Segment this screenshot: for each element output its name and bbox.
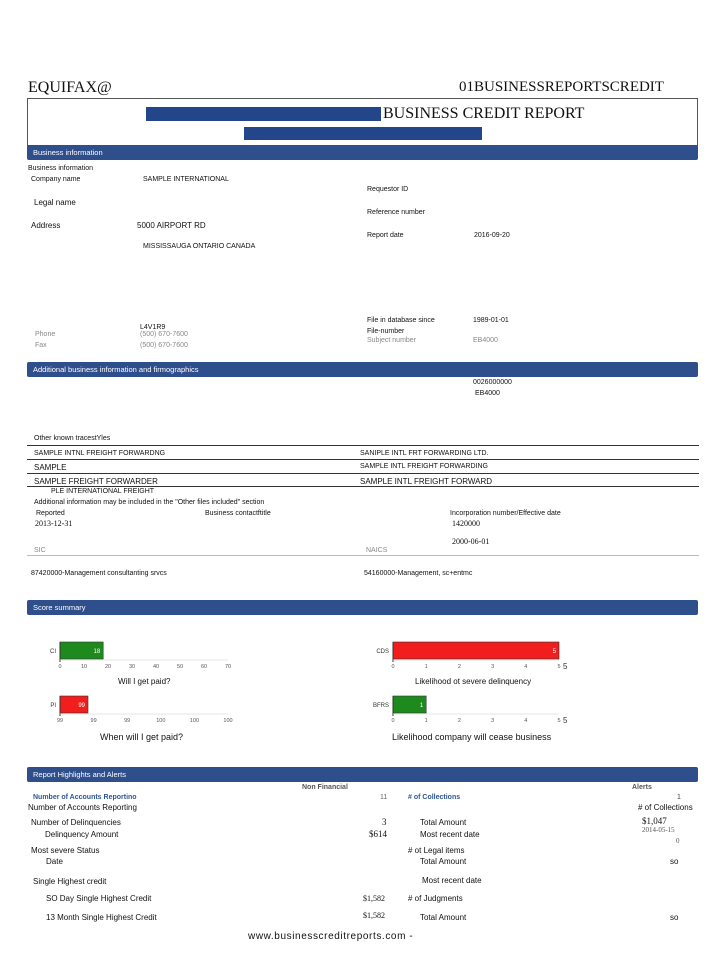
tick-label: 5 bbox=[557, 718, 561, 724]
report-date-value: 2016-09-20 bbox=[474, 232, 510, 239]
phone-label: Phone bbox=[35, 331, 56, 338]
subject-value: EB4000 bbox=[473, 337, 498, 344]
reported-value: 2013-12-31 bbox=[35, 519, 73, 528]
hl-left-value: $1,582 bbox=[363, 911, 385, 920]
brand-logo: EQUIFAX@ bbox=[28, 79, 112, 96]
naics-label: NAICS bbox=[366, 547, 388, 554]
trade-name: SAMPLE INTNL FREIGHT FORWARDNG bbox=[34, 450, 166, 457]
category-label: CI bbox=[50, 649, 56, 655]
tick-label: 3 bbox=[491, 664, 495, 670]
hl-left-label: Single Highest credit bbox=[33, 877, 107, 886]
ci-caption: Will I get paid? bbox=[118, 677, 171, 686]
score-value-label: 99 bbox=[78, 703, 85, 709]
tick-label: 3 bbox=[491, 718, 495, 724]
redaction-bar bbox=[146, 107, 381, 121]
hl-right-value: so bbox=[670, 857, 679, 866]
hl-right-value: $1,047 bbox=[642, 816, 667, 826]
cds-caption: Likelihood ot severe delinquency bbox=[415, 677, 532, 686]
section-band-highlights: Report Highlights and Alerts bbox=[27, 767, 698, 782]
non-financial-header: Non Financial bbox=[302, 784, 348, 791]
pi-caption: When will I get paid? bbox=[100, 732, 184, 742]
divider bbox=[27, 459, 699, 460]
fax-label: Fax bbox=[35, 342, 47, 349]
hl-left-label: SO Day Single Highest Credit bbox=[46, 894, 152, 903]
file-number-label: File-number bbox=[367, 328, 405, 335]
hl-left-label: Number of Accounts Reporting bbox=[28, 803, 137, 812]
score-value-label: 18 bbox=[93, 649, 101, 655]
tick-label: 100 bbox=[189, 718, 199, 724]
tick-label: 30 bbox=[128, 664, 136, 670]
hl-right-value: so bbox=[670, 913, 679, 922]
tick-label: 4 bbox=[524, 718, 528, 724]
tick-label: 40 bbox=[152, 664, 160, 670]
divider bbox=[27, 555, 699, 556]
hl-right-label: # ot Legal items bbox=[408, 846, 465, 855]
incorp-label: Incorporation number/Effective date bbox=[450, 510, 561, 517]
hl-left-label: Most severe Status bbox=[31, 846, 100, 855]
hl-left-label: Date bbox=[46, 857, 63, 866]
score-value-label: 5 bbox=[552, 649, 556, 655]
category-label: CDS bbox=[376, 649, 389, 655]
section-band-business-info: Business information bbox=[27, 145, 698, 160]
tick-label: 100 bbox=[223, 718, 233, 724]
trade-name: SAMPLE FREIGHT FORWARDER bbox=[34, 477, 158, 486]
tick-label: 0 bbox=[391, 664, 395, 670]
trade-name: SAMPLE INTL FREIGHT FORWARDING bbox=[360, 463, 488, 470]
tick-label: 0 bbox=[391, 718, 395, 724]
hl-right-value: 2014-05-15 bbox=[642, 826, 675, 834]
file-since-value: 1989-01-01 bbox=[473, 317, 509, 324]
redaction-bar bbox=[244, 127, 482, 140]
divider bbox=[27, 486, 699, 487]
category-label: PI bbox=[50, 703, 56, 709]
file-since-label: File in database since bbox=[367, 317, 435, 324]
sic-value: 87420000-Management consultanting srvcs bbox=[31, 570, 167, 577]
trade-name: SAMPLE INTL FREIGHT FORWARD bbox=[360, 477, 493, 486]
tick-label: 70 bbox=[224, 664, 232, 670]
tick-label: 100 bbox=[156, 718, 166, 724]
header-right-title: 01BUSINESSREPORTSCREDIT bbox=[459, 79, 664, 95]
incorp-date: 2000-06-01 bbox=[452, 537, 490, 546]
additional-value-1: 0026000000 bbox=[473, 379, 512, 386]
tick-label: 1 bbox=[424, 718, 428, 724]
tick-label: 20 bbox=[104, 664, 112, 670]
fax-value: (500) 670-7600 bbox=[140, 342, 188, 349]
hl-right-value: 0 bbox=[676, 837, 680, 845]
hl-right-label: # of Judgments bbox=[408, 894, 463, 903]
section-band-additional: Additional business information and firmographics bbox=[27, 362, 698, 377]
divider bbox=[27, 473, 699, 474]
tick-label: 1 bbox=[424, 664, 428, 670]
divider bbox=[27, 445, 699, 446]
hl-right-label: Total Amount bbox=[420, 913, 467, 922]
subject-label: Subject number bbox=[367, 337, 417, 344]
tick-label: 2 bbox=[457, 664, 461, 670]
score-bar bbox=[393, 642, 559, 659]
ci-score-chart bbox=[40, 638, 250, 676]
report-date-label: Report date bbox=[367, 232, 404, 239]
tick-label: 99 bbox=[124, 718, 131, 724]
hl-right-label: Total Amount bbox=[420, 818, 467, 827]
tick-label: 60 bbox=[200, 664, 208, 670]
tick-label: 2 bbox=[457, 718, 461, 724]
hl-right-label: Most recent date bbox=[422, 876, 482, 885]
trade-name: SAMPLE bbox=[34, 463, 67, 472]
hl-right-label: # of Collections bbox=[638, 803, 693, 812]
bfrs-score-chart bbox=[368, 692, 568, 730]
tick-label: 10 bbox=[80, 664, 88, 670]
hl-left-value: $614 bbox=[369, 829, 387, 839]
company-name-value: SAMPLE INTERNATIONAL bbox=[143, 176, 229, 183]
section-band-score: Score summary bbox=[27, 600, 698, 615]
footer-url[interactable]: www.businesscreditreports.com - bbox=[248, 931, 414, 942]
hl-right-label: Most recent date bbox=[420, 830, 480, 839]
company-name-label: Company name bbox=[31, 176, 81, 183]
alerts-header: Alerts bbox=[632, 784, 652, 791]
hl-left-value: 3 bbox=[382, 817, 387, 827]
address-line2: MISSISSAUGA ONTARIO CANADA bbox=[143, 243, 256, 250]
hl-left-value: $1,582 bbox=[363, 894, 385, 903]
tick-label-extra: 5 bbox=[563, 662, 568, 671]
sic-label: SIC bbox=[34, 547, 46, 554]
postal-code: L4V1R9 bbox=[140, 324, 166, 331]
tick-label: 99 bbox=[90, 718, 97, 724]
category-label: BFRS bbox=[372, 703, 389, 709]
cds-score-chart bbox=[368, 638, 568, 676]
tick-label-extra: 5 bbox=[563, 716, 568, 725]
tick-label: 50 bbox=[176, 664, 184, 670]
naics-value: 54160000-Management, sc+entmc bbox=[364, 570, 473, 577]
reference-label: Reference number bbox=[367, 209, 425, 216]
collections-header: # of Collections bbox=[408, 794, 461, 801]
pi-score-chart bbox=[40, 692, 250, 730]
hl-left-label: 13 Month Single Highest Credit bbox=[46, 913, 157, 922]
address-label: Address bbox=[31, 221, 61, 230]
tick-label: 4 bbox=[524, 664, 528, 670]
accounts-reporting-count: 11 bbox=[380, 794, 388, 801]
score-value-label: 1 bbox=[419, 703, 424, 709]
report-title: BUSINESS CREDIT REPORT bbox=[383, 105, 585, 122]
accounts-reporting-header: Number of Accounts Reportino bbox=[33, 794, 137, 801]
trade-name: SANIPLE INTL FRT FORWARDING LTD. bbox=[360, 450, 489, 457]
hl-left-label: Number of Delinquencies bbox=[31, 818, 121, 827]
tick-label: 0 bbox=[58, 664, 62, 670]
incorp-number: 1420000 bbox=[452, 519, 480, 528]
address-line1: 5000 AIRPORT RD bbox=[137, 221, 206, 230]
additional-note: Additional information may be included in the "Other files included" section bbox=[34, 499, 265, 506]
tick-label: 99 bbox=[56, 718, 64, 724]
hl-left-label: Delinquency Amount bbox=[45, 830, 119, 839]
tick-label: 5 bbox=[557, 664, 561, 670]
additional-value-2: EB4000 bbox=[475, 390, 500, 397]
bfrs-caption: Likelihood company will cease business bbox=[392, 732, 552, 742]
legal-name-label: Legal name bbox=[34, 198, 76, 207]
collections-count: 1 bbox=[677, 794, 681, 801]
contact-label: Business contactftitle bbox=[205, 510, 271, 517]
phone-value: (500) 670-7600 bbox=[140, 331, 188, 338]
other-known-label: Other known tracestYles bbox=[34, 435, 111, 442]
reported-label: Reported bbox=[36, 510, 65, 517]
trade-name-extra: PLE INTERNATIONAL FREIGHT bbox=[51, 488, 155, 495]
business-info-sublabel: Business information bbox=[28, 165, 93, 172]
requestor-label: Requestor ID bbox=[367, 186, 409, 193]
hl-right-label: Total Amount bbox=[420, 857, 467, 866]
